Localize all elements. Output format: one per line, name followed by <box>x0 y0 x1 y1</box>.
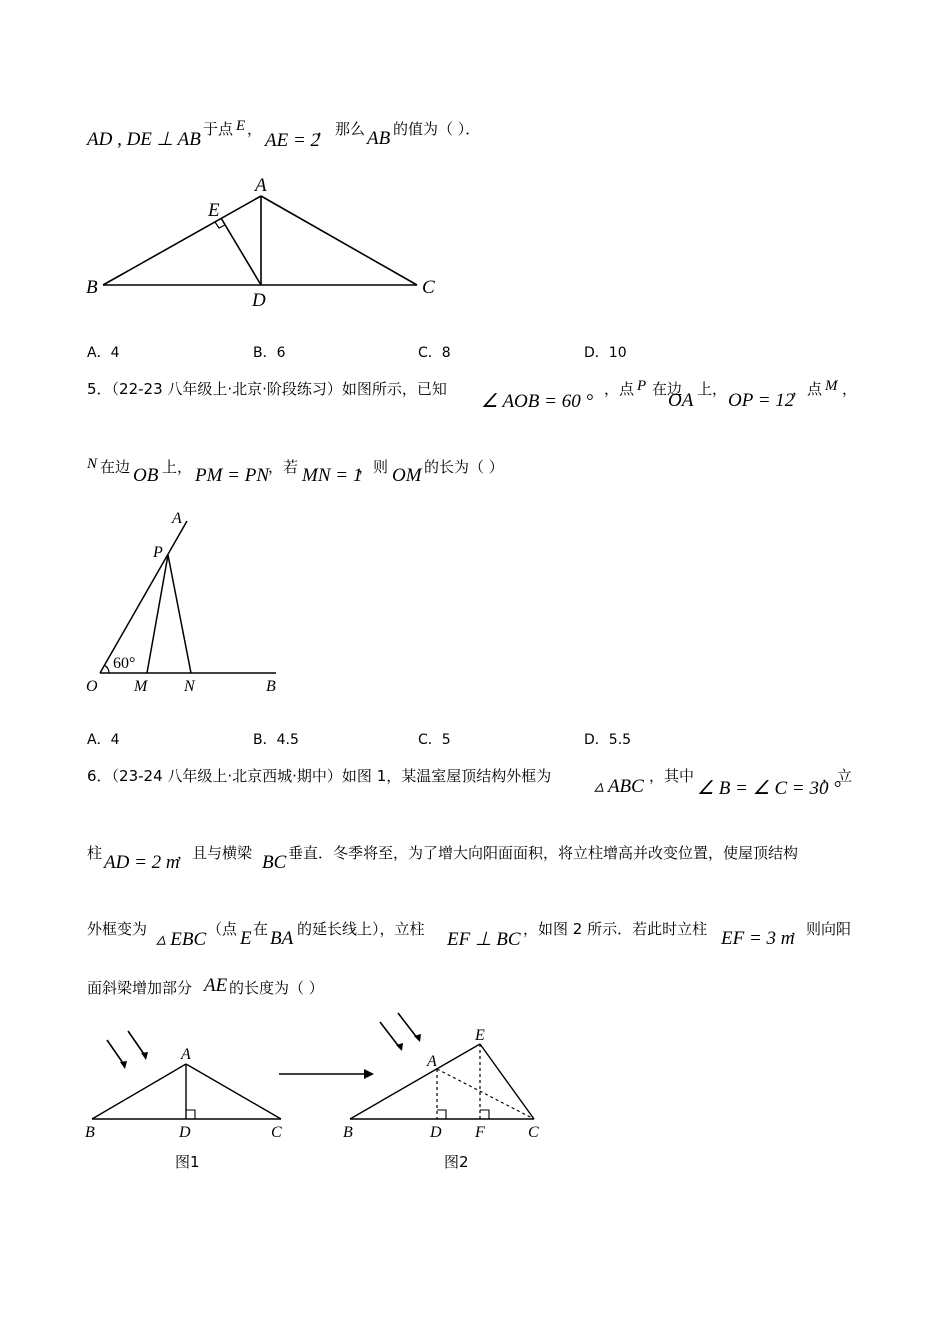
q5-label-a: A <box>172 510 182 527</box>
q5-point-n: N <box>87 456 98 472</box>
q4-text: 于点 <box>203 120 234 138</box>
q5-op-math: OP = 12 <box>728 390 795 411</box>
q5-option-b[interactable] <box>253 729 299 749</box>
fig2-sun-arrow-1 <box>380 1022 400 1048</box>
q6-text: 外框变为 <box>87 920 148 938</box>
option-value: 4.5 <box>276 732 299 748</box>
option-value: 10 <box>608 345 627 361</box>
q5-ob-math: OB <box>133 465 159 486</box>
q6-ae-math: AE <box>204 975 228 996</box>
q6-text: ，则向阳 <box>791 920 852 938</box>
q6-text: 的长度为（ ） <box>229 979 324 997</box>
option-letter: B． <box>253 345 277 361</box>
option-letter: A． <box>87 345 111 361</box>
fig1-label-a: A <box>181 1046 191 1063</box>
fig2-segment-ec <box>480 1044 534 1119</box>
fig2-label-a: A <box>427 1053 437 1070</box>
option-value: 4 <box>110 732 120 748</box>
q5-text: 在边 <box>100 458 131 476</box>
fig2-label-c: C <box>528 1124 539 1141</box>
q6-ba-math: BA <box>270 928 294 949</box>
q6-triangle-ebc: ▵ EBC <box>156 929 207 950</box>
q5-segment-pn <box>168 555 191 673</box>
fig1-label-c: C <box>271 1124 282 1141</box>
q6-ef-math: EF = 3 m <box>721 928 795 949</box>
q6-efbc-math: EF ⊥ BC <box>447 929 521 950</box>
q4-text: ， <box>317 120 333 138</box>
fig2-label-d: D <box>430 1124 442 1141</box>
fig2-label-e: E <box>475 1027 485 1044</box>
q6-figure-2 <box>343 1013 539 1171</box>
q5-text: 上， <box>697 380 728 398</box>
option-letter: C． <box>418 732 442 748</box>
fig1-segment-ba <box>92 1064 186 1119</box>
q5-text: 在边 <box>652 380 683 398</box>
q6-text: 6．（23-24 八年级上·北京西城·期中）如图 1，某温室屋顶结构外框为 <box>87 767 552 785</box>
q5-text: 上， <box>162 458 193 476</box>
transform-arrowhead <box>364 1069 374 1079</box>
q6-triangle-abc: ▵ ABC <box>594 776 644 797</box>
q4-label-b: B <box>86 277 98 298</box>
q4-lead-math: AD , DE ⊥ AB <box>87 129 201 150</box>
q5-mn-math: MN = 1 <box>302 465 363 486</box>
q5-text: ，点 <box>604 380 635 398</box>
q5-option-a[interactable] <box>87 729 120 749</box>
q4-option-c[interactable] <box>418 342 451 362</box>
q5-label-o: O <box>86 678 98 695</box>
option-letter: C． <box>418 345 442 361</box>
fig2-label-b: B <box>343 1124 353 1141</box>
q4-label-a: A <box>255 175 267 196</box>
q6-figure-1 <box>85 1031 282 1171</box>
fig1-arrowhead-1 <box>120 1061 127 1069</box>
fig1-label-b: B <box>85 1124 95 1141</box>
fig1-label-d: D <box>179 1124 191 1141</box>
option-value: 8 <box>441 345 451 361</box>
option-letter: B． <box>253 732 277 748</box>
q6-text: 的延长线上），立柱 <box>297 920 425 938</box>
q6-angles-math: ∠ B = ∠ C = 30 ° <box>697 778 841 799</box>
option-letter: D． <box>584 732 609 748</box>
q5-text: ， <box>842 380 858 398</box>
fig1-arrowhead-2 <box>141 1052 148 1060</box>
q5-option-d[interactable] <box>584 729 631 749</box>
fig2-dashed-ac <box>437 1069 534 1119</box>
q5-option-c[interactable] <box>418 729 451 749</box>
q4-figure <box>80 170 460 315</box>
q6-text: 柱 <box>87 844 103 862</box>
q4-segment-ac <box>261 196 417 285</box>
q5-text: 的长为（ ） <box>424 458 504 476</box>
q4-option-a[interactable] <box>87 342 120 362</box>
q4-point-e: E <box>236 118 246 134</box>
q5-text: ，若 <box>268 458 299 476</box>
q4-label-d: D <box>252 290 266 311</box>
fig2-sun-arrow-2 <box>398 1013 418 1039</box>
q5-label-n: N <box>184 678 195 695</box>
q6-text: ，且与横梁 <box>177 844 253 862</box>
q5-angle-arc <box>105 665 110 673</box>
fig1-caption: 图1 <box>175 1153 200 1171</box>
q5-angle-label: 60° <box>113 655 136 672</box>
q5-figure <box>80 505 300 700</box>
q4-segment-ba <box>103 196 261 285</box>
q4-label-c: C <box>422 277 435 298</box>
q5-point-m: M <box>825 378 838 394</box>
q6-figures <box>80 1010 560 1180</box>
fig1-right-angle-mark <box>186 1110 195 1119</box>
q6-point-e-math: E <box>240 928 252 949</box>
q6-text: （点 <box>207 920 238 938</box>
fig1-segment-ac <box>186 1064 281 1119</box>
option-value: 6 <box>276 345 286 361</box>
q5-point-p: P <box>637 378 647 394</box>
q6-text: 面斜梁增加部分 <box>87 979 193 997</box>
fig2-right-angle-d <box>437 1110 446 1119</box>
option-value: 5.5 <box>608 732 632 748</box>
q4-label-e: E <box>208 200 220 221</box>
q4-option-d[interactable] <box>584 342 627 362</box>
q4-ae-math: AE = 2 <box>265 130 321 151</box>
fig2-right-angle-f <box>480 1110 489 1119</box>
q4-option-b[interactable] <box>253 342 286 362</box>
fig2-label-f: F <box>475 1124 485 1141</box>
q5-pm-math: PM = PN <box>195 465 270 486</box>
fig2-caption: 图2 <box>444 1153 469 1171</box>
q6-bc-math: BC <box>262 852 287 873</box>
q6-text: 垂直．冬季将至，为了增大向阳面面积，将立柱增高并改变位置，使屋顶结构 <box>288 844 799 862</box>
option-value: 5 <box>441 732 451 748</box>
q6-text: ，其中 <box>649 767 695 785</box>
option-letter: D． <box>584 345 609 361</box>
q6-ad-math: AD = 2 m <box>104 852 180 873</box>
q6-text: ，立 <box>822 767 853 785</box>
q5-om-math: OM <box>392 465 422 486</box>
q4-ab-math: AB <box>367 128 391 149</box>
option-value: 4 <box>110 345 120 361</box>
q5-text: ，点 <box>792 380 823 398</box>
option-letter: A． <box>87 732 111 748</box>
q5-label-b: B <box>266 678 276 695</box>
q5-angle-math: ∠ AOB = 60 ° <box>481 391 594 412</box>
q6-text: ，如图 2 所示．若此时立柱 <box>523 920 708 938</box>
q4-segment-de <box>221 218 261 285</box>
q5-label-p: P <box>153 544 163 561</box>
q5-text: 5．（22-23 八年级上·北京·阶段练习）如图所示，已知 <box>87 380 447 398</box>
q5-ray-oa <box>100 521 187 673</box>
q4-text: 的值为（ ）． <box>393 120 481 138</box>
q5-text: ，则 <box>358 458 389 476</box>
q6-text: 在 <box>253 920 269 938</box>
q5-oa-math: OA <box>668 390 694 411</box>
q5-label-m: M <box>134 678 148 695</box>
q4-text: ， <box>247 120 263 138</box>
q4-text: 那么 <box>335 120 366 138</box>
